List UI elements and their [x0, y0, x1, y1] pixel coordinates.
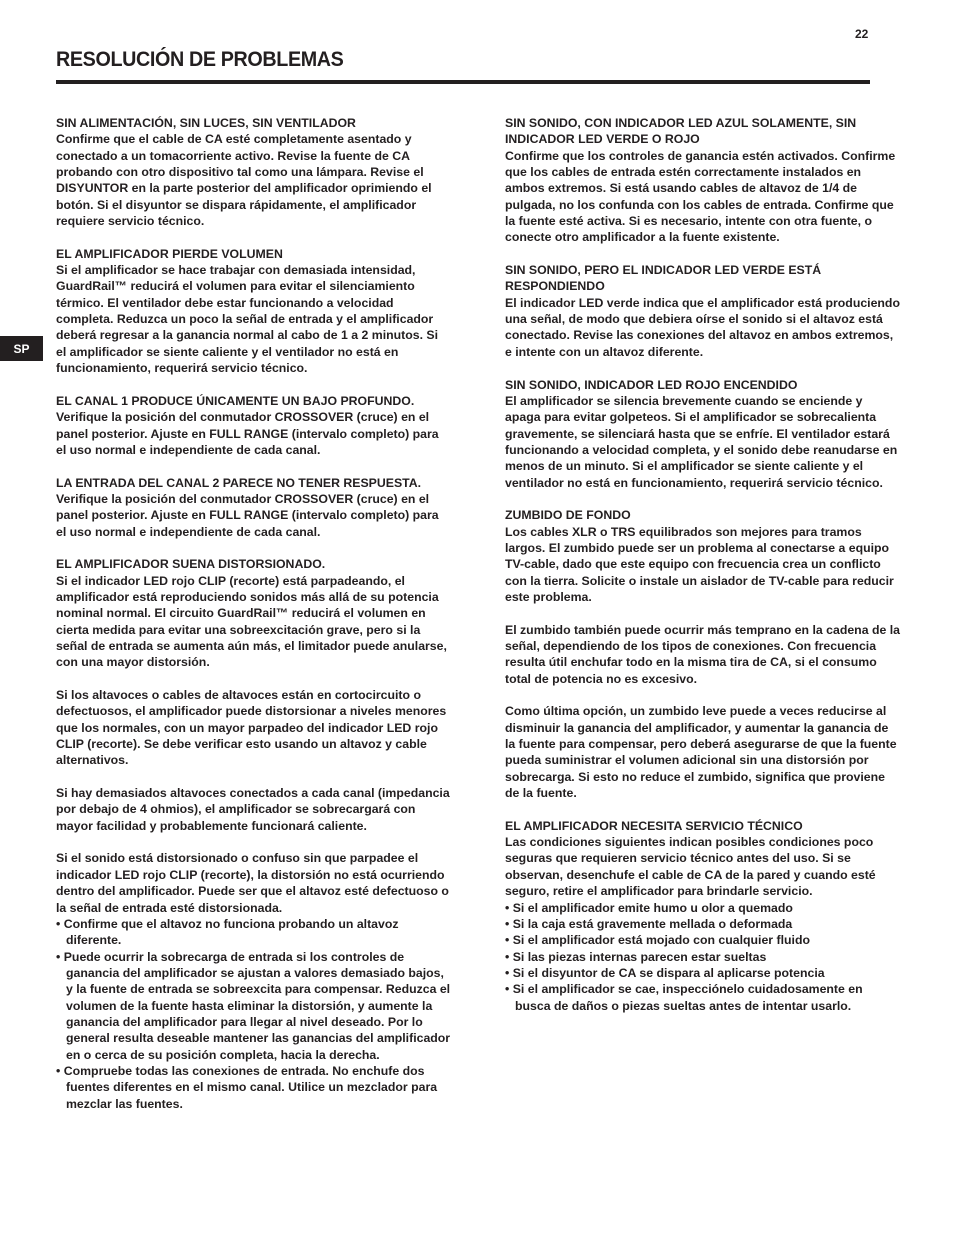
section-heading: SIN SONIDO, INDICADOR LED ROJO ENCENDIDO [505, 377, 798, 392]
section-paragraph: Confirme que el cable de CA esté completamente asentado y conectado a un tomacorriente activo. Revise la fuente de CA probando con otro dispositivo tal como una lámpara. Revise el DISYUNTOR en la parte posterior del amplificador oprimiendo el botón. Si el disyuntor se dispara rápidamente, el amplificador requiere servicio técnico. [56, 132, 432, 229]
title-rule [56, 80, 870, 84]
section-el-canal-1-produce-unicamente-un-bajo-pr [56, 393, 451, 458]
section-paragraph: Los cables XLR o TRS equilibrados son mejores para tramos largos. El zumbido puede ser un problema al conectarse a equipo TV-cable, dado que este equipo con frecuencia crea un conflicto con la tierra. Solicite o instale un aislador de TV-cable para reducir este problema. [505, 524, 894, 604]
section-el-amplificador-pierde-volumen [56, 246, 451, 377]
right-column [505, 115, 900, 1030]
section-heading: SIN SONIDO, CON INDICADOR LED AZUL SOLAMENTE, SIN INDICADOR LED VERDE O ROJO [505, 116, 857, 147]
section-la-entrada-del-canal-2-parece-no-tener-r [56, 475, 451, 540]
page-title: RESOLUCIÓN DE PROBLEMAS [56, 48, 344, 71]
section-heading: SIN ALIMENTACIÓN, SIN LUCES, SIN VENTILADOR [56, 116, 356, 130]
section-el-amplificador-suena-distorsionado [56, 556, 451, 1112]
bullet-list [505, 900, 900, 1014]
section-paragraph: Si los altavoces o cables de altavoces están en cortocircuito o defectuosos, el amplificador puede distorsionar a niveles menores que los normales, con un mayor parpadeo del indicador LED rojo CLIP (recorte). Se debe verificar esto usando un altavoz y cable alternativos. [56, 688, 447, 768]
bullet-item: • Si el amplificador emite humo u olor a quemado [505, 900, 900, 916]
section-paragraph: Confirme que los controles de ganancia estén activados. Confirme que los cables de entrada estén correctamente instalados en ambos extremos. Si está usando cables de altavoz de 1/4 de pulgada, no los confunda con los cables de entrada. Confirme que la fuente esté activa. Si es necesario, intente con otra fuente, o conecte otro amplificador a la fuente existente. [505, 148, 896, 245]
section-paragraph: El indicador LED verde indica que el amplificador está produciendo una señal, de modo que debiera oírse el sonido si el altavoz está conectado. Revise las conexiones del altavoz en ambos extremos, e intente con un altavoz diferente. [505, 295, 900, 359]
bullet-item: • Si la caja está gravemente mellada o deformada [505, 916, 900, 932]
section-heading: EL AMPLIFICADOR PIERDE VOLUMEN [56, 246, 283, 261]
section-zumbido-de-fondo [505, 507, 900, 801]
section-sin-sonido-indicador-led-rojo-encendido [505, 377, 900, 491]
page-number: 22 [855, 27, 869, 41]
bullet-item: • Si las piezas internas parecen estar sueltas [505, 949, 900, 965]
section-paragraph: Verifique la posición del conmutador CROSSOVER (cruce) en el panel posterior. Ajuste en FULL RANGE (intervalo completo) para el uso normal e independiente de cada canal. [56, 410, 439, 457]
left-column [56, 115, 451, 1128]
section-heading: LA ENTRADA DEL CANAL 2 PARECE NO TENER RESPUESTA. [56, 475, 422, 490]
bullet-item: • Compruebe todas las conexiones de entrada. No enchufe dos fuentes diferentes en el mismo canal. Utilice un mezclador para mezclar las fuentes. [56, 1063, 451, 1112]
section-paragraph: El zumbido también puede ocurrir más temprano en la cadena de la señal, dependiendo de los tipos de conexiones. Con frecuencia resulta útil enchufar todo en la misma tira de CA, si el consumo total de potencia no es excesivo. [505, 622, 900, 686]
section-heading: EL AMPLIFICADOR NECESITA SERVICIO TÉCNICO [505, 818, 803, 833]
bullet-list [56, 916, 451, 1112]
section-paragraph: Si hay demasiados altavoces conectados a cada canal (impedancia por debajo de 4 ohmios), el amplificador se sobrecargará con mayor facilidad y probablemente funcionará caliente. [56, 786, 450, 833]
bullet-item: • Si el disyuntor de CA se dispara al aplicarse potencia [505, 965, 900, 981]
bullet-item: • Si el amplificador está mojado con cualquier fluido [505, 932, 900, 948]
section-paragraph: Verifique la posición del conmutador CROSSOVER (cruce) en el panel posterior. Ajuste en FULL RANGE (intervalo completo) para el uso normal e independiente de cada canal. [56, 491, 439, 539]
section-el-amplificador-necesita-servicio-tecnic [505, 818, 900, 1014]
section-paragraph: El amplificador se silencia brevemente cuando se enciende y apaga para evitar golpeteos. Si el amplificador se sobrecalienta gravemente, se silenciará hasta que se enfríe. El ventilador estará funcionando a velocidad completa, y el sonido debe reanudarse en menos de un minuto. Si el amplificador se siente caliente y el ventilador no está en funcionamiento, requerirá servicio técnico. [505, 393, 898, 490]
section-sin-sonido-pero-el-indicador-led-verde-e [505, 262, 900, 360]
section-heading: ZUMBIDO DE FONDO [505, 508, 631, 523]
bullet-item: • Confirme que el altavoz no funciona probando un altavoz diferente. [56, 916, 451, 949]
section-paragraph: Si el indicador LED rojo CLIP (recorte) está parpadeando, el amplificador está reproduciendo sonidos más allá de su potencia nominal normal. El circuito GuardRail™ reducirá el volumen en cierta medida para evitar una sobreexcitación grave, pero si la señal de entrada se aumenta aún más, el limitador puede anularse, con una mayor distorsión. [56, 573, 447, 670]
section-heading: EL CANAL 1 PRODUCE ÚNICAMENTE UN BAJO PROFUNDO. [56, 393, 415, 408]
section-sin-alimentacion-sin-luces-sin-ventilado [56, 115, 451, 229]
bullet-item: • Si el amplificador se cae, inspecciónelo cuidadosamente en busca de daños o piezas sueltas antes de intentar usarlo. [505, 981, 900, 1014]
section-heading: SIN SONIDO, PERO EL INDICADOR LED VERDE ESTÁ RESPONDIENDO [505, 263, 822, 294]
section-intro-text: Si el sonido está distorsionado o confuso sin que parpadee el indicador LED rojo CLIP (recorte), la distorsión no está ocurriendo dentro del amplificador. Puede ser que el altavoz esté defectuoso o la señal de entrada esté distorsionada. [56, 851, 449, 915]
section-paragraph: Como última opción, un zumbido leve puede a veces reducirse al disminuir la ganancia del amplificador, y aumentar la ganancia de la fuente para compensar, pero deberá asegurarse de que la fuente pueda suministrar el volumen adicional sin una distorsión por sobrecarga. Si esto no reduce el zumbido, significa que proviene de la fuente. [505, 704, 897, 801]
section-heading: EL AMPLIFICADOR SUENA DISTORSIONADO. [56, 557, 326, 572]
bullet-item: • Puede ocurrir la sobrecarga de entrada si los controles de ganancia del amplificador se ajustan a valores demasiado bajos, y la fuente de entrada se sobreexcita para compensar. Reduzca el volumen de la fuente hasta eliminar la distorsión, y aumente la ganancia del amplificador para llegar al nivel deseado. Por lo general resulta deseable mantener las ganancias del amplificador en o cerca de su posición completa, hacia la derecha. [56, 949, 451, 1063]
language-tab: SP [0, 336, 43, 361]
section-paragraph: Si el amplificador se hace trabajar con demasiada intensidad, GuardRail™ reducirá el volumen para evitar el silenciamiento térmico. El ventilador debe estar funcionando a velocidad completa. Reduzca un poco la señal de entrada y el amplificador deberá regresar a la ganancia normal al cabo de 1 a 2 minutos. Si el amplificador se siente caliente y el ventilador no está en funcionamiento, requerirá servicio técnico. [56, 263, 439, 376]
section-intro-text: Las condiciones siguientes indican posibles condiciones poco seguras que requieren servicio técnico antes del uso. Si se observan, desenchufe el cable de CA de la pared y cuando esté seguro, retire el amplificador para brindarle servicio. [505, 835, 876, 899]
section-sin-sonido-con-indicador-led-azul-solame [505, 115, 900, 246]
